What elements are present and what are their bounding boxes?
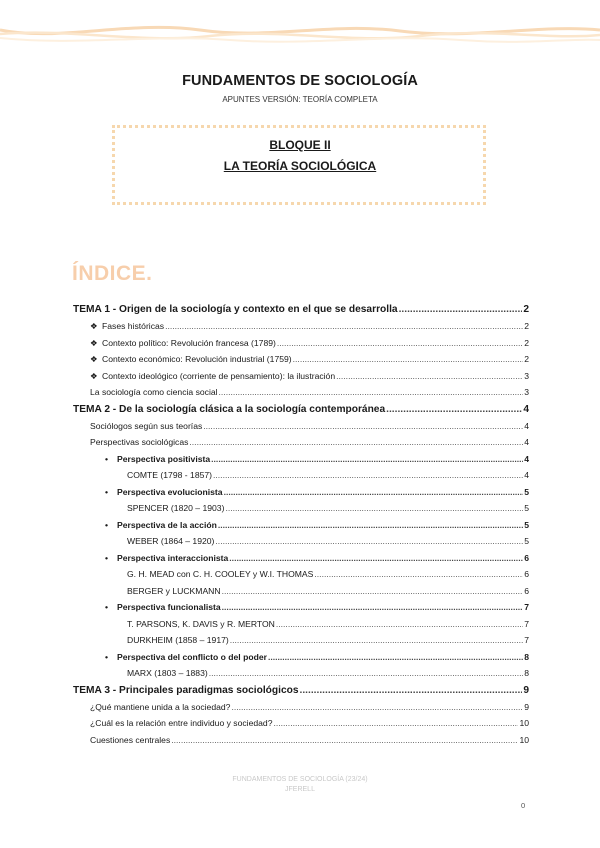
toc-entry[interactable] <box>73 635 529 652</box>
toc-entry[interactable] <box>73 421 529 438</box>
toc-entry-page: 8 <box>524 668 529 678</box>
toc-entry-page: 6 <box>524 585 529 596</box>
diamond-bullet-icon: ❖ <box>90 370 98 381</box>
toc-entry-page: 2 <box>524 354 529 364</box>
toc-entry[interactable] <box>73 735 529 752</box>
toc-entry-page: 4 <box>524 470 529 480</box>
toc-entry-text: ¿Cuál es la relación entre individuo y sociedad? <box>90 718 273 728</box>
toc-entry-label <box>127 619 275 629</box>
toc-entry[interactable] <box>73 354 529 371</box>
toc-entry[interactable] <box>73 338 529 355</box>
toc-leader-dots <box>225 503 523 513</box>
toc-entry-page: 4 <box>524 437 529 447</box>
dot-bullet-icon: • <box>105 519 109 530</box>
toc-leader-dots <box>209 668 523 678</box>
toc-leader-dots <box>273 718 518 728</box>
toc-leader-dots <box>171 735 518 745</box>
toc-entry-page: 5 <box>524 503 529 513</box>
toc-leader-dots <box>336 371 523 381</box>
toc-leader-dots <box>213 470 523 480</box>
toc-entry-page: 6 <box>524 569 529 579</box>
toc-leader-dots <box>203 421 523 431</box>
toc-entry-page: 3 <box>524 370 529 381</box>
toc-entry-label <box>105 487 223 497</box>
dot-bullet-icon: • <box>105 602 109 612</box>
toc-entry-label <box>73 685 299 696</box>
toc-entry-page: 10 <box>519 718 529 728</box>
toc-entry-text: Perspectiva positivista <box>117 453 211 464</box>
toc-entry[interactable] <box>73 702 529 719</box>
dot-bullet-icon: • <box>105 552 109 563</box>
toc-entry-page: 5 <box>524 486 529 497</box>
toc-entry-page: 9 <box>523 684 529 696</box>
toc-entry-text: TEMA 3 - Principales paradigmas sociológicos <box>73 684 299 696</box>
toc-entry[interactable] <box>73 602 529 619</box>
toc-leader-dots <box>219 387 524 397</box>
toc-entry-page: 7 <box>524 635 529 645</box>
toc-entry-text: Perspectiva funcionalista <box>117 602 221 612</box>
toc-entry-page: 2 <box>523 304 529 315</box>
toc-entry-label <box>90 437 188 447</box>
toc-entry-text: Cuestiones centrales <box>90 734 171 745</box>
toc-entry-label <box>105 520 217 530</box>
toc-entry-text: COMTE (1798 - 1857) <box>127 470 213 480</box>
toc-entry-text: La sociología como ciencia social <box>90 387 218 397</box>
toc-entry-text: SPENCER (1820 – 1903) <box>127 503 225 513</box>
toc-entry[interactable] <box>73 569 529 586</box>
toc-entry-text: Fases históricas <box>102 321 165 331</box>
toc-entry-page: 7 <box>524 602 529 612</box>
toc-entry-page: 3 <box>524 387 529 397</box>
toc-entry-label <box>90 371 335 382</box>
toc-entry[interactable] <box>73 454 529 471</box>
dot-bullet-icon: • <box>105 453 109 464</box>
toc-leader-dots <box>165 321 523 331</box>
toc-entry-page: 9 <box>524 701 529 712</box>
diamond-bullet-icon: ❖ <box>90 337 98 348</box>
toc-entry-text: Perspectiva del conflicto o del poder <box>117 651 267 662</box>
toc-entry-text: Perspectiva de la acción <box>117 519 217 530</box>
toc-entry-page: 4 <box>523 403 529 415</box>
toc-entry[interactable] <box>73 304 529 321</box>
toc-leader-dots <box>293 354 524 364</box>
block-number: BLOQUE II <box>269 138 331 152</box>
toc-entry-text: Perspectivas sociológicas <box>90 437 189 447</box>
toc-leader-dots <box>189 437 523 447</box>
toc-entry-page: 2 <box>524 337 529 348</box>
toc-entry-page: 4 <box>524 420 529 431</box>
toc-entry[interactable] <box>73 586 529 603</box>
toc-entry-label <box>90 321 164 332</box>
toc-leader-dots <box>230 635 523 645</box>
toc-entry-label <box>73 404 385 415</box>
toc-leader-dots <box>218 520 523 530</box>
toc-entry-label <box>105 652 267 662</box>
toc-entry[interactable] <box>73 619 529 636</box>
toc-entry[interactable] <box>73 668 529 685</box>
toc-leader-dots <box>215 536 523 546</box>
document-subtitle: APUNTES VERSIÓN: TEORÍA COMPLETA <box>222 95 378 104</box>
document-title: FUNDAMENTOS DE SOCIOLOGÍA <box>182 73 418 89</box>
toc-entry-label <box>127 503 224 513</box>
toc-entry-page: 5 <box>524 536 529 546</box>
toc-entry[interactable] <box>73 685 529 702</box>
toc-entry-text: TEMA 2 - De la sociología clásica a la sociología contemporánea <box>73 403 386 415</box>
toc-entry-page: 6 <box>524 552 529 563</box>
toc-entry[interactable] <box>73 520 529 537</box>
toc-entry[interactable] <box>73 652 529 669</box>
toc-entry-label <box>90 354 292 365</box>
dot-bullet-icon: • <box>105 486 109 497</box>
diamond-bullet-icon: ❖ <box>90 354 98 364</box>
toc-entry-label <box>90 421 202 431</box>
toc-entry-page: 10 <box>519 734 529 745</box>
toc-entry[interactable] <box>73 371 529 388</box>
toc-leader-dots <box>277 338 523 348</box>
toc-leader-dots <box>211 454 523 464</box>
toc-leader-dots <box>386 404 522 415</box>
header-wave-decoration <box>0 0 600 50</box>
toc-entry-page: 5 <box>524 519 529 530</box>
toc-leader-dots <box>229 553 523 563</box>
toc-entry-text: Perspectiva interaccionista <box>117 552 229 563</box>
toc-entry-text: Sociólogos según sus teorías <box>90 420 203 431</box>
toc-leader-dots <box>399 304 523 315</box>
toc-entry-label <box>127 569 313 579</box>
toc-entry[interactable] <box>73 437 529 454</box>
toc-entry-label <box>127 536 214 546</box>
index-heading: ÍNDICE. <box>72 262 153 285</box>
toc-entry-text: ¿Qué mantiene unida a la sociedad? <box>90 701 231 712</box>
toc-entry-label <box>105 454 210 464</box>
toc-leader-dots <box>231 702 523 712</box>
toc-leader-dots <box>276 619 523 629</box>
footer-author: JFERELL <box>285 786 315 793</box>
toc-entry[interactable] <box>73 404 529 421</box>
diamond-bullet-icon: ❖ <box>90 321 98 331</box>
table-of-contents <box>73 304 529 751</box>
toc-leader-dots <box>268 652 523 662</box>
page-footer <box>0 775 600 795</box>
toc-entry-text: Contexto político: Revolución francesa (1789) <box>102 337 276 348</box>
block-title: LA TEORÍA SOCIOLÓGICA <box>223 159 377 173</box>
toc-entry-page: 8 <box>524 651 529 662</box>
toc-leader-dots <box>222 586 524 596</box>
toc-entry[interactable] <box>73 470 529 487</box>
toc-entry-label <box>127 635 229 645</box>
dot-bullet-icon: • <box>105 651 109 662</box>
toc-entry-label <box>90 387 218 397</box>
toc-entry[interactable] <box>73 553 529 570</box>
toc-entry[interactable] <box>73 321 529 338</box>
toc-entry-text: TEMA 1 - Origen de la sociología y contexto en el que se desarrolla <box>73 304 398 315</box>
toc-entry-label <box>90 702 230 712</box>
toc-leader-dots <box>300 685 523 696</box>
toc-entry-text: Contexto ideológico (corriente de pensamiento): la ilustración <box>102 370 336 381</box>
page-number: 0 <box>521 801 526 810</box>
toc-entry-label <box>127 586 221 596</box>
toc-entry-text: DURKHEIM (1858 – 1917) <box>127 635 229 645</box>
toc-entry-label <box>90 718 272 728</box>
toc-entry[interactable] <box>73 487 529 504</box>
toc-entry-page: 7 <box>524 618 529 629</box>
toc-entry[interactable] <box>73 387 529 404</box>
toc-leader-dots <box>314 569 523 579</box>
toc-entry-label <box>73 304 398 315</box>
toc-entry-text: WEBER (1864 – 1920) <box>127 536 215 546</box>
toc-entry-label <box>90 338 276 349</box>
toc-entry-text: T. PARSONS, K. DAVIS y R. MERTON <box>127 618 275 629</box>
toc-entry[interactable] <box>73 536 529 553</box>
toc-entry-text: MARX (1803 – 1883) <box>127 668 208 678</box>
toc-leader-dots <box>224 487 524 497</box>
toc-entry-label <box>105 553 228 563</box>
footer-course: FUNDAMENTOS DE SOCIOLOGÍA (23/24) <box>232 776 368 783</box>
toc-entry-label <box>105 602 221 612</box>
toc-entry-text: G. H. MEAD con C. H. COOLEY y W.I. THOMAS <box>127 569 314 579</box>
toc-entry-label <box>127 470 212 480</box>
toc-entry-text: Contexto económico: Revolución industrial (1759) <box>102 354 292 364</box>
toc-entry-page: 2 <box>524 321 529 331</box>
toc-leader-dots <box>222 602 524 612</box>
toc-entry[interactable] <box>73 718 529 735</box>
toc-entry-text: BERGER y LUCKMANN <box>127 585 221 596</box>
toc-entry[interactable] <box>73 503 529 520</box>
toc-entry-label <box>127 668 208 678</box>
toc-entry-label <box>90 735 170 745</box>
toc-entry-page: 4 <box>524 453 529 464</box>
toc-entry-text: Perspectiva evolucionista <box>117 486 223 497</box>
